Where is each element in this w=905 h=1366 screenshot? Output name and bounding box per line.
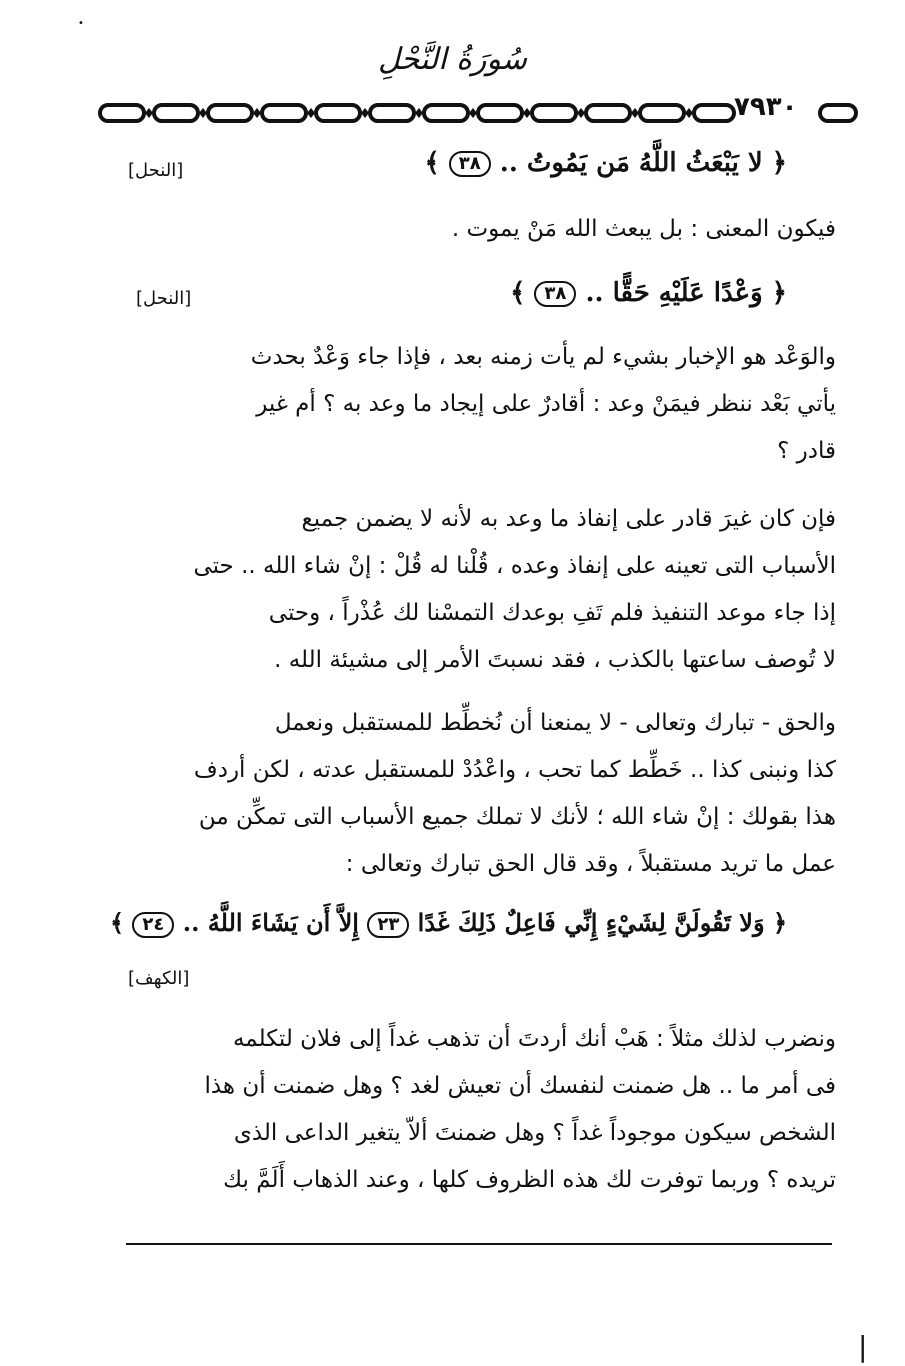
verse-close-bracket: ﴾ [424, 148, 449, 178]
verse-text: ﴿ وَلا تَقُولَنَّ لِشَيْءٍ إِنِّي فَاعِلٌ ذَلِكَ غَدًا [409, 908, 787, 937]
paragraph-5 [124, 1016, 836, 1204]
quran-verse-2 [510, 278, 787, 308]
text-line: عمل ما تريد مستقبلاً ، وقد قال الحق تبارك وتعالى : [345, 851, 836, 877]
paragraph-2 [124, 334, 836, 475]
text-line: فإن كان غيرَ قادر على إنفاذ ما وعد به لأنه لا يضمن جميع [301, 506, 836, 532]
ink-speck: • [78, 18, 84, 29]
text-line: يأتي بَعْد ننظر فيمَنْ وعد : أقادرٌ على إيجاد ما وعد به ؟ أم غير [256, 391, 836, 417]
paragraph-3 [124, 496, 836, 684]
paragraph-4 [124, 700, 836, 888]
quran-verse-3 [110, 908, 787, 938]
text-line: إذا جاء موعد التنفيذ فلم تَفِ بوعدك التمسْنا لك عُذْراً ، وحتى [268, 600, 836, 626]
text-line: والوَعْد هو الإخبار بشيء لم يأت زمنه بعد ، فإذا جاء وَعْدٌ بحدث [250, 344, 836, 370]
verse-close-bracket: ﴾ [109, 908, 133, 937]
verse-number-badge: ٢٤ [132, 912, 174, 938]
decorative-chain-end [818, 100, 858, 126]
verse-number-badge: ٣٨ [534, 281, 576, 307]
verse-source: [النحل] [128, 160, 184, 181]
text-line: الأسباب التى تعينه على إنفاذ وعده ، قُلْنا له قُلْ : إنْ شاء الله .. حتى [193, 553, 836, 579]
text-line: الشخص سيكون موجوداً غداً ؟ وهل ضمنتَ ألاّ يتغير الداعى الذى [233, 1120, 836, 1146]
footer-rule [126, 1243, 832, 1245]
verse-source: [الكهف] [128, 968, 190, 989]
text-line: لا تُوصف ساعتها بالكذب ، فقد نسبتَ الأمر إلى مشيئة الله . [274, 647, 836, 673]
text-line: فيكون المعنى : بل يبعث الله مَنْ يموت . [451, 216, 836, 242]
page-number: ٧٩٣٠ [734, 92, 798, 122]
text-line: ونضرب لذلك مثلاً : هَبْ أنك أردتَ أن تذهب غداً إلى فلان لتكلمه [232, 1026, 836, 1052]
verse-number-badge: ٢٣ [367, 912, 409, 938]
verse-text: إِلاَّ أَن يَشَاءَ اللَّهُ .. [174, 908, 368, 937]
verse-close-bracket: ﴾ [510, 278, 535, 308]
text-line: تريده ؟ وربما توفرت لك هذه الظروف كلها ، وعند الذهاب أَلَمَّ بك [223, 1167, 836, 1193]
verse-text: ﴿ لا يَبْعَثُ اللَّهُ مَن يَمُوتُ .. [490, 148, 787, 178]
text-line: قادر ؟ [777, 438, 836, 464]
decorative-chain-border [98, 100, 738, 126]
text-line: كذا ونبنى كذا .. خَطِّط كما تحب ، واعْدُدْ للمستقبل عدته ، لكن أردف [193, 757, 836, 783]
surah-title: سُورَةُ النَّحْلِ [378, 42, 527, 77]
verse-text: ﴿ وَعْدًا عَلَيْهِ حَقًّا .. [576, 278, 787, 308]
text-line: فى أمر ما .. هل ضمنت لنفسك أن تعيش لغد ؟ وهل ضمنت أن هذا [204, 1073, 836, 1099]
verse-number-badge: ٣٨ [449, 151, 491, 177]
page-edge-mark: | [858, 1330, 868, 1363]
paragraph-1 [124, 206, 836, 253]
verse-source: [النحل] [136, 288, 192, 309]
text-line: والحق - تبارك وتعالى - لا يمنعنا أن نُخطِّط للمستقبل ونعمل [274, 710, 836, 736]
text-line: هذا بقولك : إنْ شاء الله ؛ لأنك لا تملك جميع الأسباب التى تمكِّن من [198, 804, 836, 830]
quran-verse-1 [424, 148, 787, 178]
